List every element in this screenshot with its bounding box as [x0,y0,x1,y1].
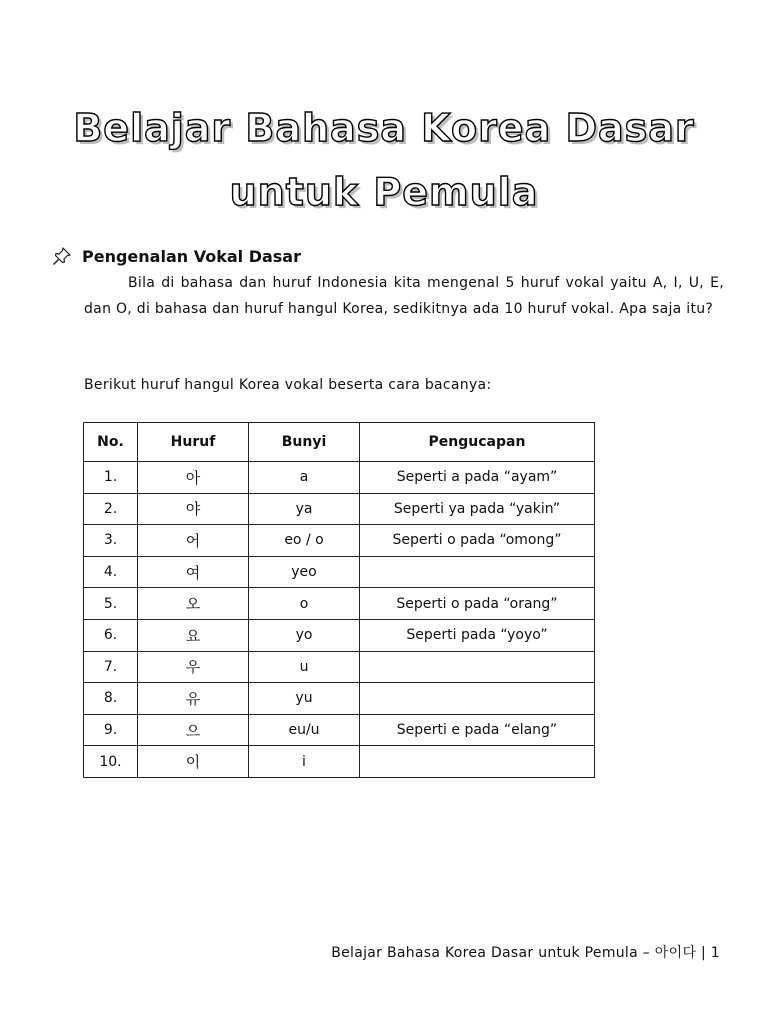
cell-no: 6. [84,619,138,651]
cell-huruf: 오 [138,588,249,620]
pushpin-icon [52,246,72,266]
intro-paragraph: Bila di bahasa dan huruf Indonesia kita mengenal 5 huruf vokal yaitu A, I, U, E, dan O, di bahasa dan huruf hangul Korea, sedikitnya ada 10 huruf vokal. Apa saja itu? [84,275,724,317]
table-row [84,619,595,651]
cell-pengucapan [360,556,595,588]
table-row [84,651,595,683]
cell-huruf: 우 [138,651,249,683]
table-intro-paragraph: Berikut huruf hangul Korea vokal beserta cara bacanya: [84,377,492,393]
table-row [84,556,595,588]
cell-no: 8. [84,683,138,715]
table-header-row [84,423,595,462]
table-row [84,683,595,715]
table-row [84,462,595,494]
cell-no: 5. [84,588,138,620]
cell-bunyi: yu [249,683,360,715]
cell-bunyi: yeo [249,556,360,588]
page-title-line-1: Belajar Bahasa Korea Dasar [73,106,695,150]
cell-pengucapan: Seperti e pada “elang” [360,714,595,746]
cell-huruf: 야 [138,493,249,525]
cell-no: 3. [84,525,138,557]
header-no: No. [84,423,138,462]
cell-huruf: 아 [138,462,249,494]
cell-pengucapan: Seperti o pada “orang” [360,588,595,620]
cell-bunyi: eo / o [249,525,360,557]
header-huruf: Huruf [138,423,249,462]
section-header [52,246,301,266]
cell-bunyi: a [249,462,360,494]
cell-pengucapan: Seperti ya pada “yakin” [360,493,595,525]
cell-huruf: 유 [138,683,249,715]
cell-no: 9. [84,714,138,746]
header-pengucapan: Pengucapan [360,423,595,462]
cell-huruf: 어 [138,525,249,557]
cell-bunyi: u [249,651,360,683]
cell-no: 1. [84,462,138,494]
cell-bunyi: i [249,746,360,778]
table-row [84,525,595,557]
cell-huruf: 으 [138,714,249,746]
section-title: Pengenalan Vokal Dasar [82,246,301,266]
table-row [84,493,595,525]
cell-huruf: 이 [138,746,249,778]
cell-pengucapan [360,746,595,778]
cell-pengucapan [360,651,595,683]
cell-pengucapan: Seperti pada “yoyo” [360,619,595,651]
header-bunyi: Bunyi [249,423,360,462]
cell-pengucapan: Seperti a pada “ayam” [360,462,595,494]
cell-bunyi: o [249,588,360,620]
cell-bunyi: ya [249,493,360,525]
cell-no: 7. [84,651,138,683]
cell-bunyi: yo [249,619,360,651]
page-footer: Belajar Bahasa Korea Dasar untuk Pemula – 아이다 | 1 [331,945,720,961]
table-row [84,588,595,620]
cell-no: 2. [84,493,138,525]
table-row [84,714,595,746]
cell-pengucapan: Seperti o pada “omong” [360,525,595,557]
cell-pengucapan [360,683,595,715]
cell-huruf: 여 [138,556,249,588]
table-row [84,746,595,778]
cell-bunyi: eu/u [249,714,360,746]
cell-no: 10. [84,746,138,778]
page-title-line-2: untuk Pemula [229,170,539,214]
cell-huruf: 요 [138,619,249,651]
cell-no: 4. [84,556,138,588]
vowel-table [83,422,595,778]
